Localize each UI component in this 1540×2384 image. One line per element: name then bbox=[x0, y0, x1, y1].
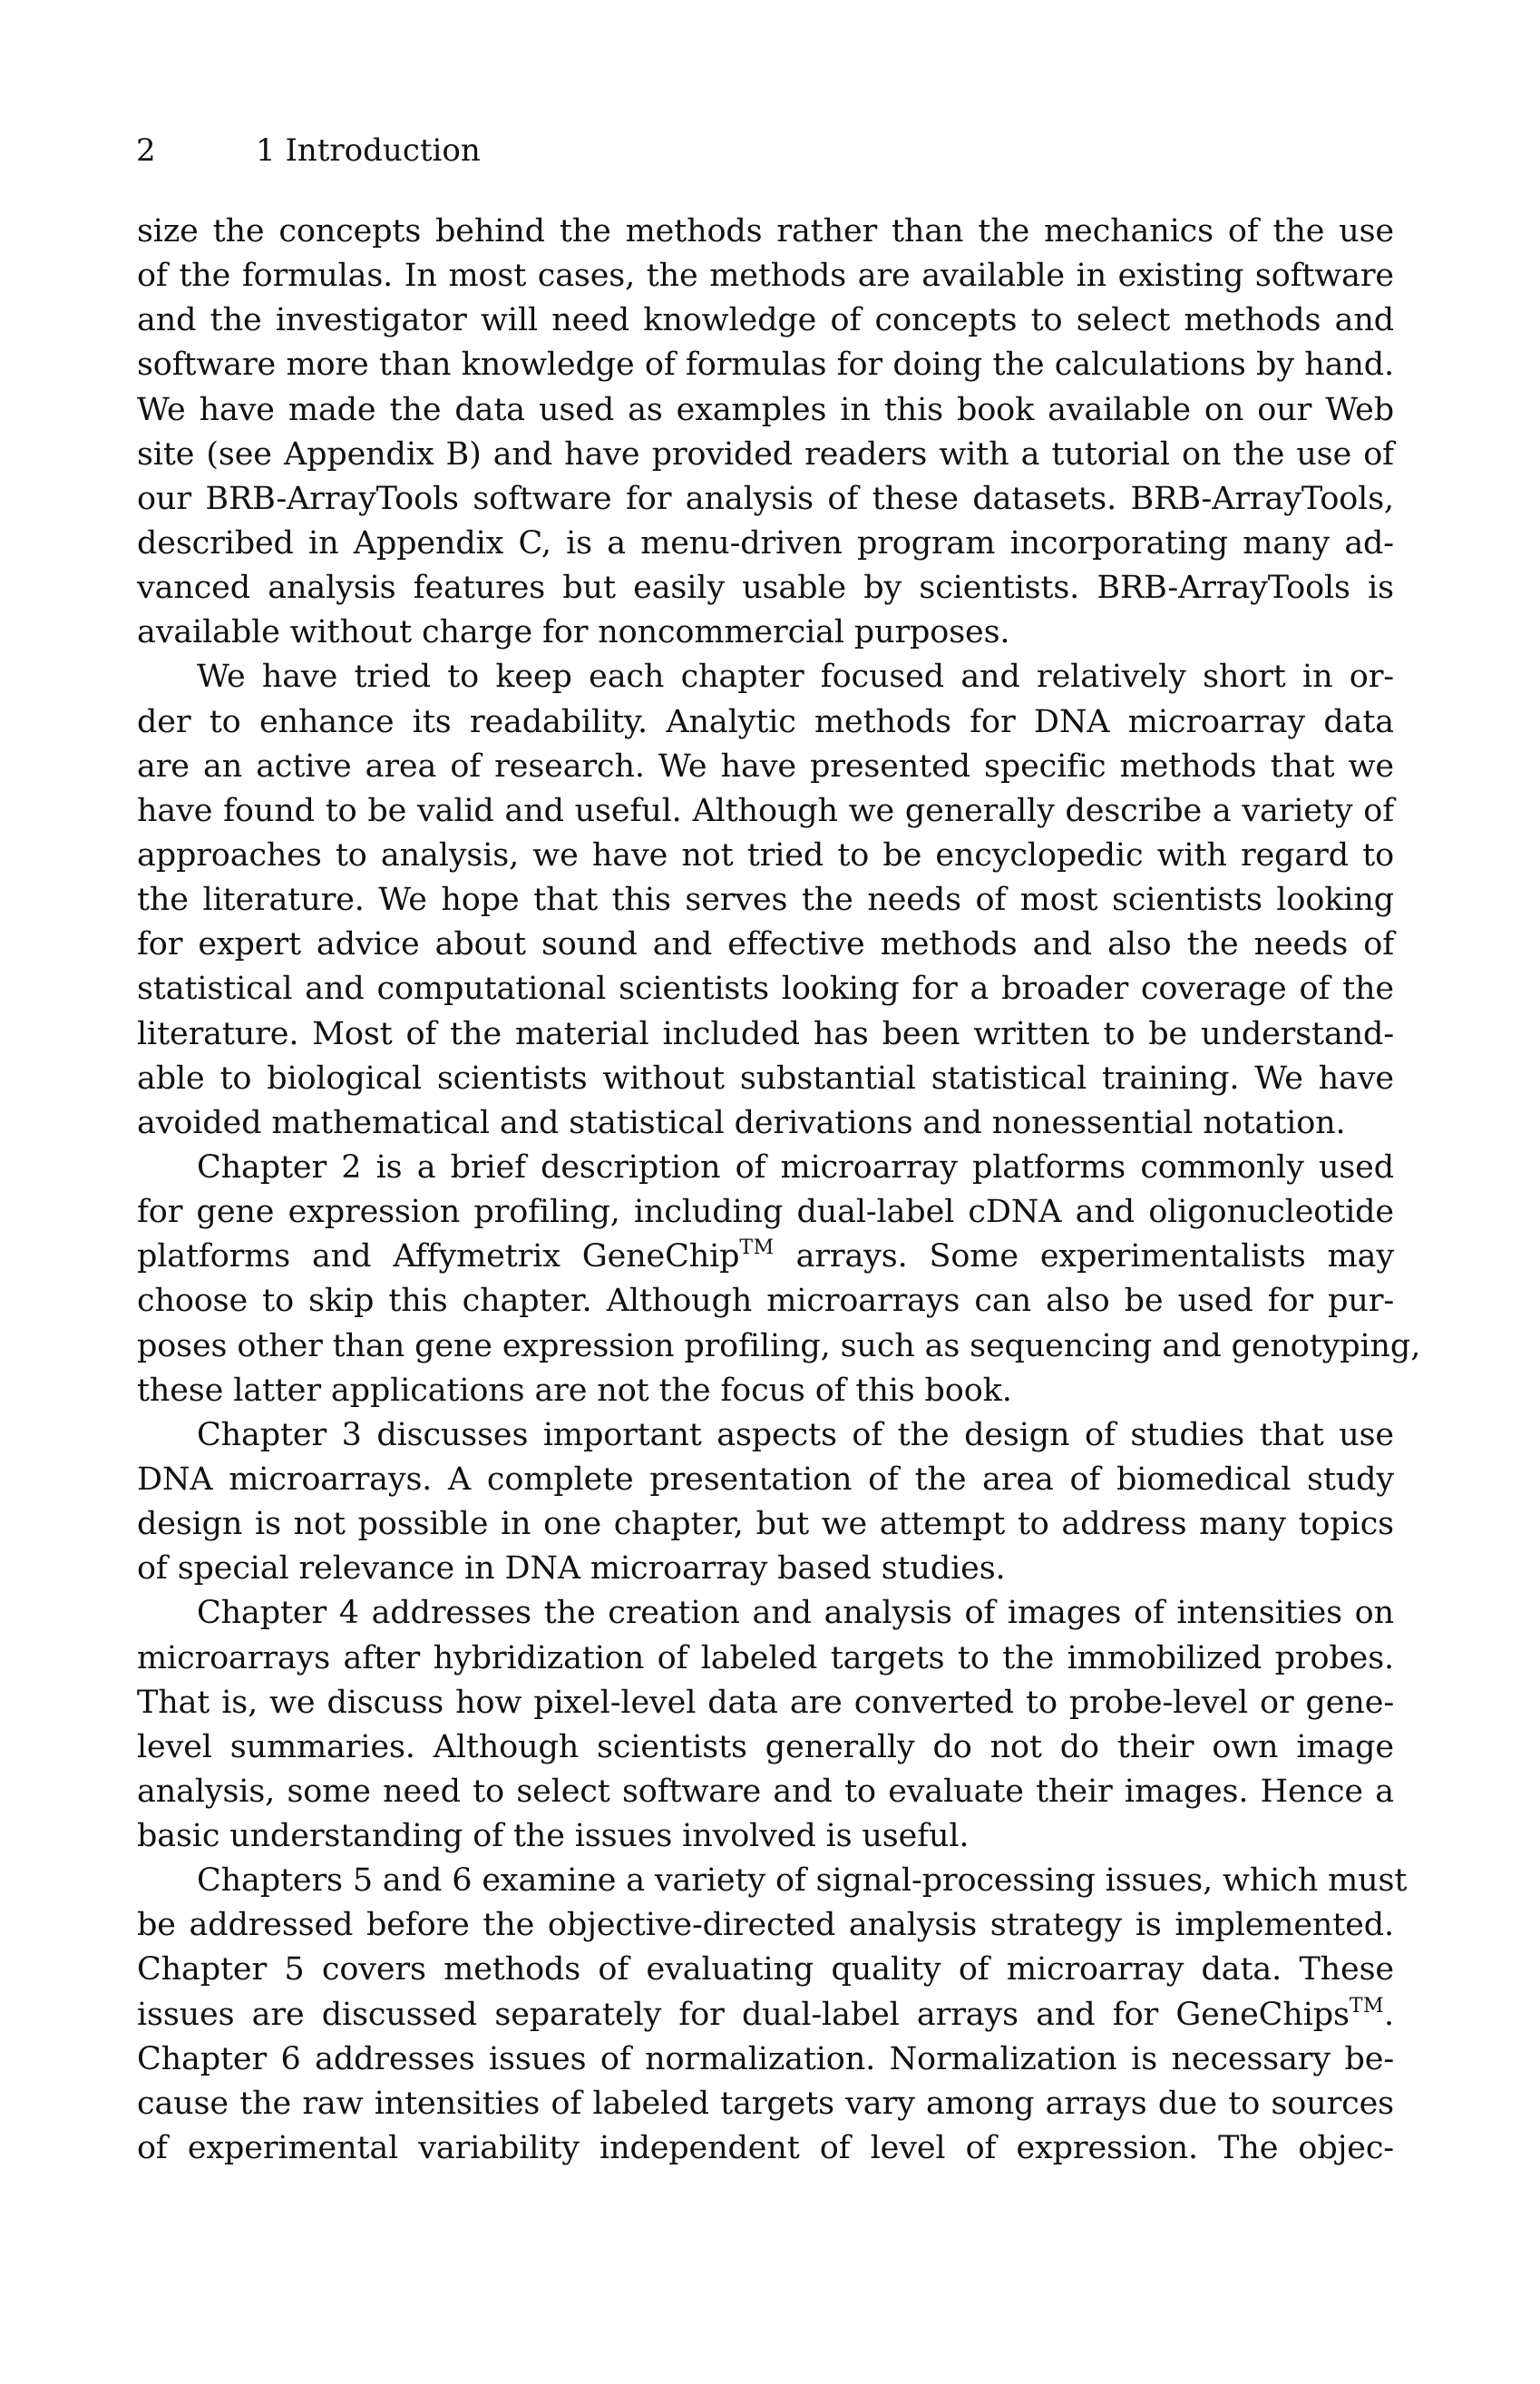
trademark-superscript: TM bbox=[1349, 1994, 1385, 2018]
text-line: choose to skip this chapter. Although microarrays can also be used for pur- bbox=[137, 1283, 1394, 1320]
text-line: Chapter 6 addresses issues of normalization. Normalization is necessary be- bbox=[137, 2040, 1394, 2077]
text-line bbox=[137, 1235, 1394, 1279]
text-line: vanced analysis features but easily usable by scientists. BRB-ArrayTools is bbox=[137, 570, 1394, 607]
text-line: described in Appendix C, is a menu-driven program incorporating many ad- bbox=[137, 524, 1394, 562]
text-line: site (see Appendix B) and have provided readers with a tutorial on the use of bbox=[137, 435, 1394, 473]
text-line: of special relevance in DNA microarray based studies. bbox=[137, 1550, 1006, 1588]
text-line: DNA microarrays. A complete presentation of the area of biomedical study bbox=[137, 1461, 1394, 1498]
text-line: available without charge for noncommercial purposes. bbox=[137, 614, 1010, 651]
text-line: be addressed before the objective-directed analysis strategy is implemented. bbox=[137, 1907, 1394, 1944]
text-line: analysis, some need to select software and to evaluate their images. Hence a bbox=[137, 1773, 1394, 1810]
text-line: size the concepts behind the methods rather than the mechanics of the use bbox=[137, 213, 1394, 249]
text-line: of the formulas. In most cases, the methods are available in existing software bbox=[137, 258, 1394, 295]
text-line: the literature. We hope that this serves the needs of most scientists looking bbox=[137, 882, 1394, 919]
text-line: Chapter 2 is a brief description of microarray platforms commonly used bbox=[197, 1148, 1394, 1186]
text-line: microarrays after hybridization of labeled targets to the immobilized probes. bbox=[137, 1639, 1394, 1676]
trademark-superscript: TM bbox=[739, 1236, 775, 1260]
text-segment: . bbox=[1384, 1996, 1394, 2033]
text-line: literature. Most of the material included has been written to be understand- bbox=[137, 1015, 1394, 1052]
chapter-heading: 1 Introduction bbox=[256, 132, 481, 169]
text-line: are an active area of research. We have presented specific methods that we bbox=[137, 747, 1394, 785]
text-line: We have made the data used as examples in this book available on our Web bbox=[137, 391, 1394, 428]
text-line: poses other than gene expression profiling, such as sequencing and genotyping, bbox=[137, 1327, 1421, 1364]
text-line: these latter applications are not the focus of this book. bbox=[137, 1372, 1012, 1409]
text-line: level summaries. Although scientists generally do not do their own image bbox=[137, 1728, 1394, 1765]
text-line: able to biological scientists without substantial statistical training. We have bbox=[137, 1060, 1394, 1097]
text-segment: arrays. Some experimentalists may bbox=[774, 1238, 1394, 1275]
page-number: 2 bbox=[136, 132, 156, 169]
text-line: Chapters 5 and 6 examine a variety of signal-processing issues, which must bbox=[197, 1862, 1408, 1900]
text-line: design is not possible in one chapter, but we attempt to address many topics bbox=[137, 1506, 1394, 1543]
text-line: for gene expression profiling, including dual-label cDNA and oligonucleotide bbox=[137, 1194, 1394, 1231]
text-segment: platforms and Affymetrix GeneChip bbox=[137, 1238, 740, 1275]
text-segment: issues are discussed separately for dual-label arrays and for GeneChips bbox=[137, 1996, 1350, 2033]
text-line: cause the raw intensities of labeled targets vary among arrays due to sources bbox=[137, 2085, 1394, 2122]
text-line: software more than knowledge of formulas for doing the calculations by hand. bbox=[137, 347, 1394, 384]
text-line: Chapter 3 discusses important aspects of the design of studies that use bbox=[197, 1416, 1394, 1453]
text-line: have found to be valid and useful. Although we generally describe a variety of bbox=[137, 792, 1394, 829]
text-line: of experimental variability independent of level of expression. The objec- bbox=[137, 2130, 1394, 2167]
text-line: and the investigator will need knowledge of concepts to select methods and bbox=[137, 302, 1394, 339]
text-line: der to enhance its readability. Analytic methods for DNA microarray data bbox=[137, 703, 1394, 740]
text-line bbox=[137, 1993, 1394, 2037]
text-line: our BRB-ArrayTools software for analysis of these datasets. BRB-ArrayTools, bbox=[137, 480, 1394, 517]
text-line: for expert advice about sound and effective methods and also the needs of bbox=[137, 926, 1394, 963]
text-line: statistical and computational scientists looking for a broader coverage of the bbox=[137, 971, 1394, 1008]
running-head bbox=[136, 132, 1397, 169]
text-line: That is, we discuss how pixel-level data are converted to probe-level or gene- bbox=[137, 1684, 1394, 1721]
body-text bbox=[137, 210, 1421, 2171]
text-line: avoided mathematical and statistical derivations and nonessential notation. bbox=[137, 1104, 1346, 1141]
text-line: We have tried to keep each chapter focused and relatively short in or- bbox=[197, 659, 1394, 696]
text-line: basic understanding of the issues involved is useful. bbox=[137, 1818, 970, 1855]
text-line: Chapter 4 addresses the creation and analysis of images of intensities on bbox=[197, 1595, 1394, 1632]
text-line: Chapter 5 covers methods of evaluating quality of microarray data. These bbox=[137, 1951, 1394, 1988]
text-line: approaches to analysis, we have not tried to be encyclopedic with regard to bbox=[137, 836, 1394, 874]
